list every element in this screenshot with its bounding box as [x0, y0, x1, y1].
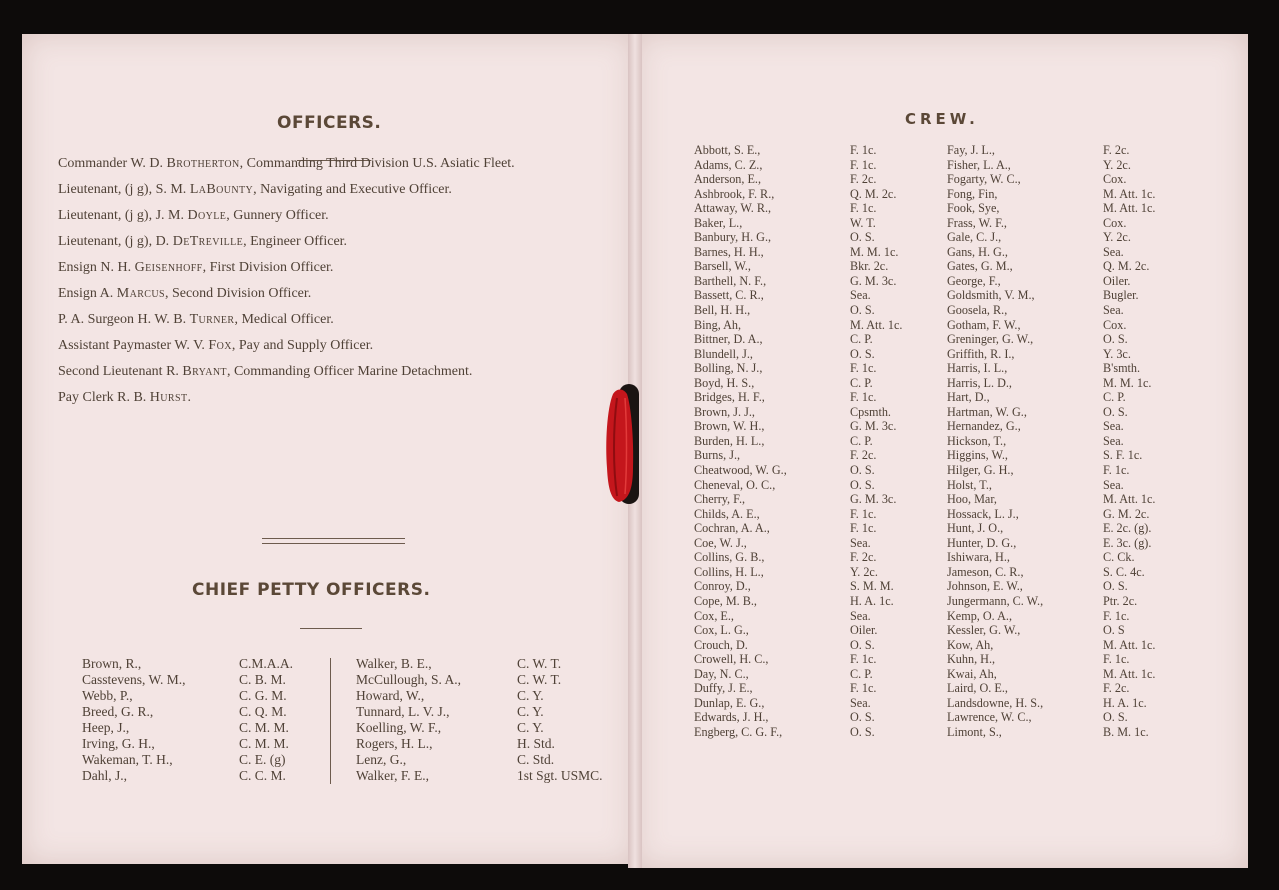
cpo-name: Rogers, H. L., — [356, 736, 433, 751]
crew-name: Gans, H. G., — [947, 244, 1008, 259]
crew-name: Hilger, G. H., — [947, 463, 1014, 478]
crew-rating: F. 1c. — [850, 681, 877, 696]
officer-surname: Doyle — [187, 208, 227, 223]
crew-rating: Y. 2c. — [1103, 230, 1131, 245]
crew-rating: Cox. — [1103, 172, 1127, 187]
cpo-name: McCullough, S. A., — [356, 672, 462, 687]
officer-rank: Ensign A. — [58, 286, 117, 301]
crew-col1-ratings — [850, 143, 902, 739]
section-divider — [262, 538, 405, 539]
crew-name: Goosela, R., — [947, 303, 1008, 318]
officer-rank: Second Lieutenant R. — [58, 364, 183, 379]
officer-surname: Brotherton — [166, 156, 240, 171]
crew-rating: M. M. 1c. — [850, 244, 899, 259]
crew-rating: E. 3c. (g). — [1103, 535, 1152, 550]
officer-duty: , Second Division Officer. — [164, 286, 312, 301]
crew-rating: C. P. — [850, 375, 873, 390]
crew-name: Cheneval, O. C., — [694, 477, 776, 492]
crew-rating: F. 1c. — [1103, 463, 1130, 478]
crew-rating: G. M. 3c. — [850, 492, 897, 507]
cpo-name: Dahl, J., — [82, 768, 127, 783]
crew-rating: F. 1c. — [850, 361, 877, 376]
crew-rating: S. F. 1c. — [1103, 448, 1143, 463]
crew-rating: C. P. — [850, 666, 873, 681]
crew-name: Duffy, J. E., — [694, 681, 753, 696]
crew-rating: Bkr. 2c. — [850, 259, 889, 274]
officer-rank: Pay Clerk R. B. — [58, 390, 150, 405]
crew-name: Fay, J. L., — [947, 143, 995, 157]
crew-name: Anderson, E., — [694, 172, 762, 187]
officers-heading: OFFICERS. — [277, 113, 382, 133]
crew-rating: Sea. — [1103, 303, 1124, 318]
crew-name: Hernandez, G., — [947, 419, 1021, 434]
crew-name: Bing, Ah, — [694, 317, 742, 332]
crew-col2-names — [947, 143, 1043, 739]
crew-rating: O. S. — [1103, 710, 1128, 725]
crew-name: Adams, C. Z., — [694, 157, 763, 172]
red-ribbon-binding — [603, 388, 635, 504]
crew-rating: F. 1c. — [850, 652, 877, 667]
cpo-rating: C. G. M. — [239, 688, 287, 703]
crew-name: Holst, T., — [947, 477, 992, 492]
cpo-name: Webb, P., — [82, 688, 133, 703]
crew-rating: G. M. 3c. — [850, 419, 897, 434]
crew-rating: Oiler. — [1103, 273, 1131, 288]
crew-name: Dunlap, E. G., — [694, 695, 765, 710]
crew-name: Jameson, C. R., — [947, 564, 1024, 579]
crew-name: Hunt, J. O., — [947, 521, 1004, 536]
crew-name: Conroy, D., — [694, 579, 751, 594]
crew-rating: Bugler. — [1103, 288, 1139, 303]
officer-entry — [58, 362, 566, 383]
crew-name: Griffith, R. I., — [947, 346, 1015, 361]
crew-name: Frass, W. F., — [947, 215, 1007, 230]
crew-col2-ratings — [1103, 143, 1155, 739]
crew-name: Hunter, D. G., — [947, 535, 1017, 550]
crew-rating: Sea. — [850, 608, 871, 623]
crew-rating: Cox. — [1103, 317, 1127, 332]
crew-rating: Y. 2c. — [850, 564, 878, 579]
officer-rank: Assistant Paymaster W. V. — [58, 338, 209, 353]
cpo-name: Tunnard, L. V. J., — [356, 704, 450, 719]
crew-name: Barnes, H. H., — [694, 244, 764, 259]
crew-name: Bittner, D. A., — [694, 332, 763, 347]
crew-name: Kuhn, H., — [947, 652, 996, 667]
crew-name: Bolling, N. J., — [694, 361, 763, 376]
crew-rating: O. S. — [850, 710, 875, 725]
cpo-name: Breed, G. R., — [82, 704, 154, 719]
crew-name: Landsdowne, H. S., — [947, 695, 1044, 710]
crew-rating: F. 2c. — [1103, 143, 1130, 157]
officer-surname: LaBounty — [189, 182, 254, 197]
crew-name: Brown, J. J., — [694, 404, 755, 419]
crew-rating: Sea. — [1103, 433, 1124, 448]
crew-name: Barsell, W., — [694, 259, 751, 274]
crew-name: Coe, W. J., — [694, 535, 747, 550]
crew-name: Banbury, H. G., — [694, 230, 772, 245]
officer-entry — [58, 206, 566, 227]
crew-name: Kwai, Ah, — [947, 666, 997, 681]
crew-rating: Q. M. 2c. — [850, 186, 897, 201]
crew-rating: O. S. — [850, 637, 875, 652]
crew-name: Lawrence, W. C., — [947, 710, 1032, 725]
crew-name: Abbott, S. E., — [694, 143, 761, 157]
crew-name: Cheatwood, W. G., — [694, 463, 787, 478]
officer-rank: Lieutenant, (j g), J. M. — [58, 208, 188, 223]
crew-name: Limont, S., — [947, 724, 1002, 739]
crew-rating: F. 1c. — [1103, 608, 1130, 623]
officer-rank: P. A. Surgeon H. W. B. — [58, 312, 190, 327]
officer-rank: Ensign N. H. — [58, 260, 135, 275]
crew-rating: S. M. M. — [850, 579, 894, 594]
cpo-col2-names — [356, 656, 461, 784]
officer-surname: Hurst — [149, 390, 188, 405]
crew-rating: M. M. 1c. — [1103, 375, 1152, 390]
crew-name: Cope, M. B., — [694, 593, 757, 608]
officer-rank: Commander W. D. — [58, 156, 167, 171]
crew-rating: O. S. — [850, 724, 875, 739]
crew-rating: M. Att. 1c. — [1103, 201, 1156, 216]
officer-entry — [58, 154, 566, 175]
crew-name: Cochran, A. A., — [694, 521, 770, 536]
crew-name: Higgins, W., — [947, 448, 1008, 463]
crew-rating: F. 1c. — [850, 521, 877, 536]
crew-name: Boyd, H. S., — [694, 375, 755, 390]
officer-entry — [58, 284, 566, 305]
crew-name: Burns, J., — [694, 448, 741, 463]
officer-entry — [58, 310, 566, 331]
officer-duty: . — [187, 390, 191, 405]
crew-rating: O. S. — [850, 477, 875, 492]
crew-name: Bassett, C. R., — [694, 288, 764, 303]
crew-rating: C. P. — [850, 332, 873, 347]
cpo-rating: C. Q. M. — [239, 704, 287, 719]
crew-rating: Cox. — [1103, 215, 1127, 230]
crew-name: Brown, W. H., — [694, 419, 765, 434]
crew-name: Gotham, F. W., — [947, 317, 1021, 332]
officer-duty: , Commanding Third Division U.S. Asiatic Fleet. — [239, 156, 515, 171]
crew-name: Crouch, D. — [694, 637, 748, 652]
crew-name: Jungermann, C. W., — [947, 593, 1044, 608]
crew-rating: F. 2c. — [850, 448, 877, 463]
cpo-rating: 1st Sgt. USMC. — [517, 768, 603, 783]
crew-name: Greninger, G. W., — [947, 332, 1034, 347]
officer-duty: , Pay and Supply Officer. — [231, 338, 374, 353]
cpo-name: Casstevens, W. M., — [82, 672, 186, 687]
crew-name: Harris, I. L., — [947, 361, 1008, 376]
officer-entry — [58, 258, 566, 279]
officer-entry — [58, 336, 566, 357]
crew-rating: O. S. — [850, 230, 875, 245]
crew-rating: Ptr. 2c. — [1103, 593, 1138, 608]
crew-name: Laird, O. E., — [947, 681, 1008, 696]
cpo-rating: C. Y. — [517, 720, 544, 735]
cpo-name: Irving, G. H., — [82, 736, 155, 751]
cpo-rating: C. C. M. — [239, 768, 286, 783]
crew-rating: Sea. — [850, 288, 871, 303]
cpo-rating: C. M. M. — [239, 720, 289, 735]
officer-duty: , Navigating and Executive Officer. — [253, 182, 452, 197]
crew-rating: M. Att. 1c. — [1103, 637, 1156, 652]
crew-rating: C. P. — [850, 433, 873, 448]
cpo-rating: C.M.A.A. — [239, 656, 294, 671]
crew-rating: F. 1c. — [1103, 652, 1130, 667]
crew-rating: E. 2c. (g). — [1103, 521, 1152, 536]
crew-name: Ashbrook, F. R., — [694, 186, 775, 201]
crew-name: Kemp, O. A., — [947, 608, 1012, 623]
cpo-name: Koelling, W. F., — [356, 720, 442, 735]
crew-name: Hartman, W. G., — [947, 404, 1027, 419]
cpo-name: Walker, F. E., — [356, 768, 430, 783]
cpo-rating: C. Y. — [517, 688, 544, 703]
crew-rating: O. S. — [1103, 332, 1128, 347]
officer-duty: , Commanding Officer Marine Detachment. — [226, 364, 473, 379]
crew-name: Fisher, L. A., — [947, 157, 1011, 172]
crew-name: Fong, Fin, — [947, 186, 998, 201]
crew-name: Harris, L. D., — [947, 375, 1012, 390]
crew-rating: O. S. — [1103, 404, 1128, 419]
crew-rating: O. S — [1103, 623, 1125, 638]
officer-duty: , First Division Officer. — [202, 260, 334, 275]
crew-rating: Y. 2c. — [1103, 157, 1131, 172]
crew-name: Engberg, C. G. F., — [694, 724, 783, 739]
cpo-rule — [300, 628, 362, 629]
crew-name: Childs, A. E., — [694, 506, 760, 521]
cpo-rating: C. W. T. — [517, 656, 562, 671]
crew-name: Bridges, H. F., — [694, 390, 765, 405]
crew-rating: O. S. — [850, 346, 875, 361]
cpo-name: Howard, W., — [356, 688, 425, 703]
officer-duty: , Engineer Officer. — [243, 234, 348, 249]
crew-rating: W. T. — [850, 215, 876, 230]
crew-name: Goldsmith, V. M., — [947, 288, 1035, 303]
crew-rating: F. 2c. — [850, 550, 877, 565]
cpo-name: Heep, J., — [82, 720, 130, 735]
crew-name: Collins, G. B., — [694, 550, 765, 565]
crew-name: Gates, G. M., — [947, 259, 1013, 274]
cpo-rating: C. E. (g) — [239, 752, 286, 767]
crew-rating: O. S. — [850, 303, 875, 318]
crew-rating: Cpsmth. — [850, 404, 891, 419]
crew-rating: M. Att. 1c. — [1103, 492, 1156, 507]
cpo-name: Wakeman, T. H., — [82, 752, 173, 767]
crew-name: Edwards, J. H., — [694, 710, 769, 725]
crew-name: Baker, L., — [694, 215, 743, 230]
crew-rating: M. Att. 1c. — [1103, 186, 1156, 201]
crew-rating: G. M. 3c. — [850, 273, 897, 288]
crew-rating: C. P. — [1103, 390, 1126, 405]
crew-name: Bell, H. H., — [694, 303, 751, 318]
cpo-rating: H. Std. — [517, 736, 555, 751]
crew-name: Ishiwara, H., — [947, 550, 1010, 565]
crew-name: Fogarty, W. C., — [947, 172, 1021, 187]
cpo-rating: C. Y. — [517, 704, 544, 719]
crew-rating: H. A. 1c. — [1103, 695, 1147, 710]
cpo-heading: CHIEF PETTY OFFICERS. — [192, 580, 431, 600]
officer-surname: Fox — [208, 338, 232, 353]
crew-name: Cherry, F., — [694, 492, 746, 507]
crew-name: Cox, L. G., — [694, 623, 749, 638]
crew-col1-names — [694, 143, 787, 739]
cpo-name: Brown, R., — [82, 656, 142, 671]
crew-rating: C. Ck. — [1103, 550, 1135, 565]
officer-rank: Lieutenant, (j g), D. — [58, 234, 173, 249]
crew-rating: F. 1c. — [850, 143, 877, 157]
cpo-rating: C. M. M. — [239, 736, 289, 751]
officer-surname: Turner — [189, 312, 235, 327]
crew-name: Crowell, H. C., — [694, 652, 769, 667]
crew-rating: Q. M. 2c. — [1103, 259, 1150, 274]
cpo-rating: C. B. M. — [239, 672, 286, 687]
cpo-rating: C. W. T. — [517, 672, 562, 687]
officer-duty: , Medical Officer. — [234, 312, 334, 327]
officer-rank: Lieutenant, (j g), S. M. — [58, 182, 190, 197]
crew-rating: M. Att. 1c. — [1103, 666, 1156, 681]
crew-name: Fook, Sye, — [947, 201, 1000, 216]
crew-name: Hossack, L. J., — [947, 506, 1019, 521]
crew-rating: S. C. 4c. — [1103, 564, 1145, 579]
crew-name: Burden, H. L., — [694, 433, 765, 448]
cpo-column-divider — [330, 658, 331, 784]
crew-rating: Oiler. — [850, 623, 878, 638]
crew-rating: B'smth. — [1103, 361, 1141, 376]
crew-rating: Sea. — [1103, 477, 1124, 492]
crew-name: Day, N. C., — [694, 666, 749, 681]
crew-name: Blundell, J., — [694, 346, 753, 361]
crew-name: Kow, Ah, — [947, 637, 994, 652]
cpo-name: Lenz, G., — [356, 752, 407, 767]
crew-rating: M. Att. 1c. — [850, 317, 903, 332]
crew-rating: F. 1c. — [850, 201, 877, 216]
crew-rating: F. 1c. — [850, 390, 877, 405]
cpo-col1-names — [82, 656, 186, 784]
crew-rating: F. 1c. — [850, 506, 877, 521]
crew-rating: Sea. — [850, 535, 871, 550]
crew-name: George, F., — [947, 273, 1001, 288]
officer-duty: , Gunnery Officer. — [226, 208, 329, 223]
officers-list — [58, 154, 566, 414]
crew-rating: Sea. — [1103, 419, 1124, 434]
crew-rating: Y. 3c. — [1103, 346, 1131, 361]
crew-rating: F. 1c. — [850, 157, 877, 172]
officer-surname: DeTreville — [172, 234, 244, 249]
cpo-name: Walker, B. E., — [356, 656, 432, 671]
crew-name: Kessler, G. W., — [947, 623, 1021, 638]
officer-entry — [58, 180, 566, 201]
officer-surname: Bryant — [182, 364, 227, 379]
crew-rating: O. S. — [1103, 579, 1128, 594]
crew-name: Collins, H. L., — [694, 564, 764, 579]
cpo-rating: C. Std. — [517, 752, 555, 767]
officer-entry — [58, 388, 566, 409]
officer-entry — [58, 232, 566, 253]
cpo-col2-ratings — [517, 656, 603, 784]
crew-rating: B. M. 1c. — [1103, 724, 1149, 739]
crew-name: Gale, C. J., — [947, 230, 1002, 245]
crew-name: Johnson, E. W., — [947, 579, 1023, 594]
crew-rating: G. M. 2c. — [1103, 506, 1150, 521]
crew-name: Cox, E., — [694, 608, 734, 623]
crew-name: Barthell, N. F., — [694, 273, 767, 288]
crew-name: Hickson, T., — [947, 433, 1007, 448]
cpo-col1-ratings — [239, 656, 293, 784]
crew-heading: CREW. — [905, 110, 979, 128]
section-divider-inner — [262, 543, 405, 544]
crew-rating: Sea. — [850, 695, 871, 710]
crew-rating: O. S. — [850, 463, 875, 478]
crew-rating: F. 2c. — [850, 172, 877, 187]
crew-name: Hoo, Mar, — [947, 492, 997, 507]
crew-rating: F. 2c. — [1103, 681, 1130, 696]
crew-rating: H. A. 1c. — [850, 593, 894, 608]
officer-surname: Marcus — [116, 286, 165, 301]
crew-name: Attaway, W. R., — [694, 201, 772, 216]
crew-name: Hart, D., — [947, 390, 990, 405]
crew-rating: Sea. — [1103, 244, 1124, 259]
officer-surname: Geisenhoff — [134, 260, 203, 275]
